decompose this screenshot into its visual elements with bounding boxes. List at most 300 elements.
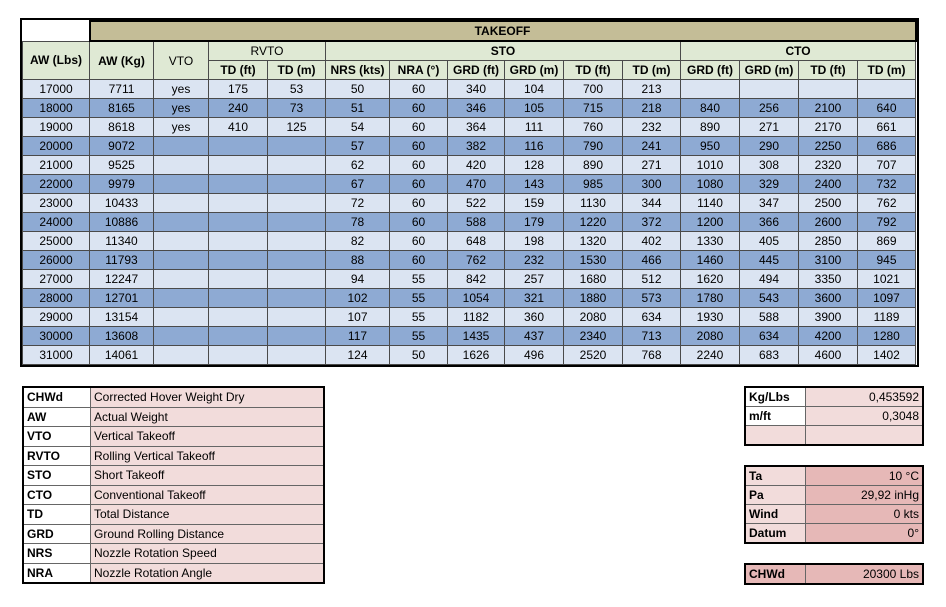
glossary-row	[23, 524, 324, 544]
table-cell: yes	[154, 80, 209, 99]
table-cell	[268, 194, 326, 213]
table-cell: 60	[390, 251, 448, 270]
table-cell: 7711	[90, 80, 154, 99]
subheader-cell: TD (ft)	[564, 61, 623, 80]
table-cell: 8165	[90, 99, 154, 118]
table-cell: 67	[326, 175, 390, 194]
environment-row-label: Ta	[745, 466, 806, 486]
col-vto: VTO	[154, 41, 209, 80]
conversion-table	[744, 386, 924, 446]
conversion-row-value	[806, 426, 924, 446]
table-cell: 321	[505, 289, 564, 308]
table-row	[23, 346, 916, 365]
conversion-row-value: 0,453592	[806, 387, 924, 407]
table-cell: 55	[390, 308, 448, 327]
glossary-definition: Nozzle Rotation Angle	[91, 563, 325, 583]
table-cell: 470	[448, 175, 505, 194]
table-cell: 347	[740, 194, 799, 213]
table-cell: 256	[740, 99, 799, 118]
table-cell: 1130	[564, 194, 623, 213]
table-cell: 1080	[681, 175, 740, 194]
subheader-cell: GRD (ft)	[681, 61, 740, 80]
table-cell	[154, 289, 209, 308]
table-cell: 198	[505, 232, 564, 251]
table-cell: 117	[326, 327, 390, 346]
table-cell: 2240	[681, 346, 740, 365]
subheader-cell: TD (m)	[858, 61, 916, 80]
table-cell: 107	[326, 308, 390, 327]
table-row	[23, 213, 916, 232]
table-row	[23, 327, 916, 346]
table-cell: 683	[740, 346, 799, 365]
table-cell: 329	[740, 175, 799, 194]
table-cell: 73	[268, 99, 326, 118]
table-row	[23, 270, 916, 289]
table-cell: 60	[390, 213, 448, 232]
table-cell: 869	[858, 232, 916, 251]
table-cell: 512	[623, 270, 681, 289]
table-cell: 340	[448, 80, 505, 99]
table-cell: 175	[209, 80, 268, 99]
table-cell: 72	[326, 194, 390, 213]
table-cell: 573	[623, 289, 681, 308]
table-cell: 78	[326, 213, 390, 232]
table-cell	[268, 232, 326, 251]
table-cell: 1930	[681, 308, 740, 327]
table-cell: 13608	[90, 327, 154, 346]
table-cell: 790	[564, 137, 623, 156]
table-cell: 732	[858, 175, 916, 194]
table-cell: 105	[505, 99, 564, 118]
table-cell: yes	[154, 99, 209, 118]
conversion-row	[745, 387, 923, 407]
table-cell: 218	[623, 99, 681, 118]
glossary-row	[23, 485, 324, 505]
table-cell: 686	[858, 137, 916, 156]
table-cell: 21000	[23, 156, 90, 175]
table-cell: 588	[448, 213, 505, 232]
table-cell: 1182	[448, 308, 505, 327]
table-cell: 402	[623, 232, 681, 251]
table-cell: 10886	[90, 213, 154, 232]
table-cell: 124	[326, 346, 390, 365]
glossary-row	[23, 387, 324, 407]
table-cell: 25000	[23, 232, 90, 251]
table-cell: 60	[390, 118, 448, 137]
table-cell: 1530	[564, 251, 623, 270]
chwd-label: CHWd	[745, 564, 806, 584]
glossary-definition: Rolling Vertical Takeoff	[91, 446, 325, 466]
table-cell: yes	[154, 118, 209, 137]
table-cell: 985	[564, 175, 623, 194]
table-cell	[154, 156, 209, 175]
table-cell	[858, 80, 916, 99]
table-cell: 1680	[564, 270, 623, 289]
table-cell	[268, 137, 326, 156]
conversion-row-label: m/ft	[745, 407, 806, 426]
table-cell: 2080	[564, 308, 623, 327]
table-cell: 950	[681, 137, 740, 156]
table-cell: 51	[326, 99, 390, 118]
table-cell: 640	[858, 99, 916, 118]
table-row	[23, 80, 916, 99]
table-cell: 760	[564, 118, 623, 137]
table-cell	[209, 346, 268, 365]
environment-row	[745, 524, 923, 544]
table-cell: 634	[623, 308, 681, 327]
table-cell: 2250	[799, 137, 858, 156]
table-cell: 1330	[681, 232, 740, 251]
table-cell	[268, 156, 326, 175]
table-cell: 4600	[799, 346, 858, 365]
environment-row	[745, 486, 923, 505]
glossary-definition: Actual Weight	[91, 407, 325, 427]
glossary-definition: Total Distance	[91, 505, 325, 525]
table-cell	[268, 175, 326, 194]
table-cell: 522	[448, 194, 505, 213]
table-cell: 1220	[564, 213, 623, 232]
subheader-cell: NRS (kts)	[326, 61, 390, 80]
environment-row-label: Datum	[745, 524, 806, 544]
conversion-row-value: 0,3048	[806, 407, 924, 426]
subheader-cell: TD (m)	[623, 61, 681, 80]
table-cell	[268, 213, 326, 232]
glossary-abbr: RVTO	[23, 446, 91, 466]
table-cell: 213	[623, 80, 681, 99]
environment-row	[745, 505, 923, 524]
table-row	[23, 156, 916, 175]
table-cell	[154, 213, 209, 232]
table-cell: 60	[390, 137, 448, 156]
table-cell: 1021	[858, 270, 916, 289]
group-rvto: RVTO	[209, 41, 326, 61]
table-cell: 2400	[799, 175, 858, 194]
table-cell: 28000	[23, 289, 90, 308]
table-cell: 1320	[564, 232, 623, 251]
table-cell: 3600	[799, 289, 858, 308]
table-cell: 1010	[681, 156, 740, 175]
table-cell: 23000	[23, 194, 90, 213]
table-cell: 60	[390, 156, 448, 175]
environment-row	[745, 466, 923, 486]
table-row	[23, 118, 916, 137]
table-cell: 60	[390, 194, 448, 213]
glossary-definition: Ground Rolling Distance	[91, 524, 325, 544]
table-cell: 2340	[564, 327, 623, 346]
table-cell: 1880	[564, 289, 623, 308]
glossary-abbr: NRS	[23, 544, 91, 564]
glossary-abbr: CTO	[23, 485, 91, 505]
table-cell: 60	[390, 80, 448, 99]
subheader-cell: TD (m)	[268, 61, 326, 80]
table-cell: 13154	[90, 308, 154, 327]
table-cell: 437	[505, 327, 564, 346]
table-cell: 2520	[564, 346, 623, 365]
glossary-abbr: GRD	[23, 524, 91, 544]
glossary-definition: Vertical Takeoff	[91, 427, 325, 447]
table-cell: 364	[448, 118, 505, 137]
table-cell: 125	[268, 118, 326, 137]
glossary-table	[22, 386, 325, 584]
glossary-definition: Short Takeoff	[91, 466, 325, 486]
table-cell: 945	[858, 251, 916, 270]
environment-row-label: Wind	[745, 505, 806, 524]
table-cell	[209, 270, 268, 289]
table-cell: 2320	[799, 156, 858, 175]
table-cell	[154, 346, 209, 365]
table-cell	[268, 251, 326, 270]
glossary-row	[23, 563, 324, 583]
table-row	[23, 251, 916, 270]
table-cell	[268, 327, 326, 346]
table-cell: 271	[623, 156, 681, 175]
table-row	[23, 232, 916, 251]
table-cell: 588	[740, 308, 799, 327]
table-cell: 707	[858, 156, 916, 175]
subheader-cell: GRD (m)	[505, 61, 564, 80]
table-cell: 241	[623, 137, 681, 156]
table-cell	[154, 327, 209, 346]
table-cell: 104	[505, 80, 564, 99]
table-cell	[209, 251, 268, 270]
table-cell: 53	[268, 80, 326, 99]
col-aw-lbs: AW (Lbs)	[23, 41, 90, 80]
glossary-abbr: CHWd	[23, 387, 91, 407]
conversion-row	[745, 426, 923, 446]
environment-row-value: 0 kts	[806, 505, 924, 524]
subheader-cell: NRA (°)	[390, 61, 448, 80]
table-cell	[209, 289, 268, 308]
table-cell: 1140	[681, 194, 740, 213]
subheader-cell: GRD (ft)	[448, 61, 505, 80]
table-cell: 82	[326, 232, 390, 251]
conversion-row-label	[745, 426, 806, 446]
table-cell: 257	[505, 270, 564, 289]
table-cell: 22000	[23, 175, 90, 194]
table-cell: 634	[740, 327, 799, 346]
table-cell	[681, 80, 740, 99]
table-cell: 128	[505, 156, 564, 175]
glossary-abbr: AW	[23, 407, 91, 427]
glossary-row	[23, 407, 324, 427]
group-sto: STO	[326, 41, 681, 61]
table-cell	[154, 194, 209, 213]
table-cell: 55	[390, 289, 448, 308]
table-cell: 494	[740, 270, 799, 289]
table-cell: 768	[623, 346, 681, 365]
table-cell: 60	[390, 175, 448, 194]
table-cell: 1620	[681, 270, 740, 289]
takeoff-table	[22, 20, 917, 365]
table-cell: 762	[448, 251, 505, 270]
table-cell	[268, 308, 326, 327]
blank-corner	[23, 21, 90, 41]
table-cell: 9979	[90, 175, 154, 194]
table-cell: 308	[740, 156, 799, 175]
table-cell: 27000	[23, 270, 90, 289]
table-cell: 360	[505, 308, 564, 327]
subheader-cell: GRD (m)	[740, 61, 799, 80]
chwd-row	[745, 564, 923, 584]
glossary-definition: Conventional Takeoff	[91, 485, 325, 505]
table-cell: 648	[448, 232, 505, 251]
col-aw-kg: AW (Kg)	[90, 41, 154, 80]
group-cto: CTO	[681, 41, 916, 61]
table-row	[23, 194, 916, 213]
table-cell: 111	[505, 118, 564, 137]
table-cell: 60	[390, 232, 448, 251]
table-cell: 410	[209, 118, 268, 137]
table-cell: 1402	[858, 346, 916, 365]
table-cell: 232	[623, 118, 681, 137]
table-cell: 840	[681, 99, 740, 118]
table-cell: 17000	[23, 80, 90, 99]
table-cell: 88	[326, 251, 390, 270]
table-cell: 102	[326, 289, 390, 308]
table-cell	[154, 175, 209, 194]
table-cell: 1054	[448, 289, 505, 308]
table-cell: 890	[681, 118, 740, 137]
table-cell	[799, 80, 858, 99]
table-cell: 2850	[799, 232, 858, 251]
table-cell	[154, 137, 209, 156]
table-cell	[209, 175, 268, 194]
environment-row-value: 29,92 inHg	[806, 486, 924, 505]
table-cell: 9072	[90, 137, 154, 156]
table-cell: 715	[564, 99, 623, 118]
table-cell	[209, 194, 268, 213]
table-cell: 55	[390, 327, 448, 346]
table-cell: 445	[740, 251, 799, 270]
table-row	[23, 175, 916, 194]
glossary-row	[23, 427, 324, 447]
table-cell: 20000	[23, 137, 90, 156]
table-cell: 26000	[23, 251, 90, 270]
table-row	[23, 137, 916, 156]
table-row	[23, 99, 916, 118]
subheader-cell: TD (ft)	[209, 61, 268, 80]
glossary-row	[23, 544, 324, 564]
table-cell: 143	[505, 175, 564, 194]
table-cell: 31000	[23, 346, 90, 365]
table-cell	[268, 346, 326, 365]
table-cell	[209, 308, 268, 327]
table-cell: 179	[505, 213, 564, 232]
table-cell	[154, 251, 209, 270]
chwd-table	[744, 563, 924, 585]
table-cell: 271	[740, 118, 799, 137]
table-cell: 1780	[681, 289, 740, 308]
table-cell: 2080	[681, 327, 740, 346]
table-cell	[209, 156, 268, 175]
table-cell: 159	[505, 194, 564, 213]
table-row	[23, 289, 916, 308]
environment-row-label: Pa	[745, 486, 806, 505]
table-cell: 792	[858, 213, 916, 232]
environment-row-value: 0°	[806, 524, 924, 544]
table-cell: 543	[740, 289, 799, 308]
table-cell: 346	[448, 99, 505, 118]
table-cell: 60	[390, 99, 448, 118]
table-cell	[209, 137, 268, 156]
table-cell	[268, 289, 326, 308]
table-cell: 12701	[90, 289, 154, 308]
table-cell: 290	[740, 137, 799, 156]
subheader-cell: TD (ft)	[799, 61, 858, 80]
table-cell: 18000	[23, 99, 90, 118]
table-cell	[209, 327, 268, 346]
glossary-abbr: NRA	[23, 563, 91, 583]
table-cell: 11340	[90, 232, 154, 251]
glossary-definition: Nozzle Rotation Speed	[91, 544, 325, 564]
glossary-abbr: STO	[23, 466, 91, 486]
glossary-definition: Corrected Hover Weight Dry	[91, 387, 325, 407]
table-cell: 62	[326, 156, 390, 175]
table-cell	[209, 232, 268, 251]
table-cell: 1189	[858, 308, 916, 327]
table-cell: 10433	[90, 194, 154, 213]
table-cell: 3100	[799, 251, 858, 270]
table-cell: 9525	[90, 156, 154, 175]
table-cell: 11793	[90, 251, 154, 270]
table-cell: 54	[326, 118, 390, 137]
table-cell: 1280	[858, 327, 916, 346]
table-cell: 2100	[799, 99, 858, 118]
table-cell: 14061	[90, 346, 154, 365]
glossary-abbr: VTO	[23, 427, 91, 447]
table-cell: 55	[390, 270, 448, 289]
table-cell: 12247	[90, 270, 154, 289]
conversion-row-label: Kg/Lbs	[745, 387, 806, 407]
table-cell: 2500	[799, 194, 858, 213]
table-cell: 496	[505, 346, 564, 365]
table-cell: 24000	[23, 213, 90, 232]
environment-row-value: 10 °C	[806, 466, 924, 486]
table-cell: 4200	[799, 327, 858, 346]
table-cell: 3900	[799, 308, 858, 327]
table-cell: 372	[623, 213, 681, 232]
glossary-abbr: TD	[23, 505, 91, 525]
table-cell: 890	[564, 156, 623, 175]
chwd-value: 20300 Lbs	[806, 564, 924, 584]
table-cell	[154, 308, 209, 327]
table-cell	[154, 232, 209, 251]
table-cell: 2600	[799, 213, 858, 232]
table-cell: 700	[564, 80, 623, 99]
table-cell	[740, 80, 799, 99]
table-title: TAKEOFF	[90, 21, 916, 41]
table-cell	[268, 270, 326, 289]
table-cell: 344	[623, 194, 681, 213]
table-cell: 1435	[448, 327, 505, 346]
table-cell: 1460	[681, 251, 740, 270]
table-cell: 2170	[799, 118, 858, 137]
table-cell	[209, 213, 268, 232]
table-row	[23, 308, 916, 327]
table-cell: 713	[623, 327, 681, 346]
table-cell: 29000	[23, 308, 90, 327]
table-cell: 1626	[448, 346, 505, 365]
table-cell: 8618	[90, 118, 154, 137]
table-cell: 405	[740, 232, 799, 251]
table-cell: 57	[326, 137, 390, 156]
glossary-row	[23, 505, 324, 525]
table-cell: 420	[448, 156, 505, 175]
glossary-row	[23, 466, 324, 486]
table-cell: 94	[326, 270, 390, 289]
table-cell: 382	[448, 137, 505, 156]
glossary-row	[23, 446, 324, 466]
